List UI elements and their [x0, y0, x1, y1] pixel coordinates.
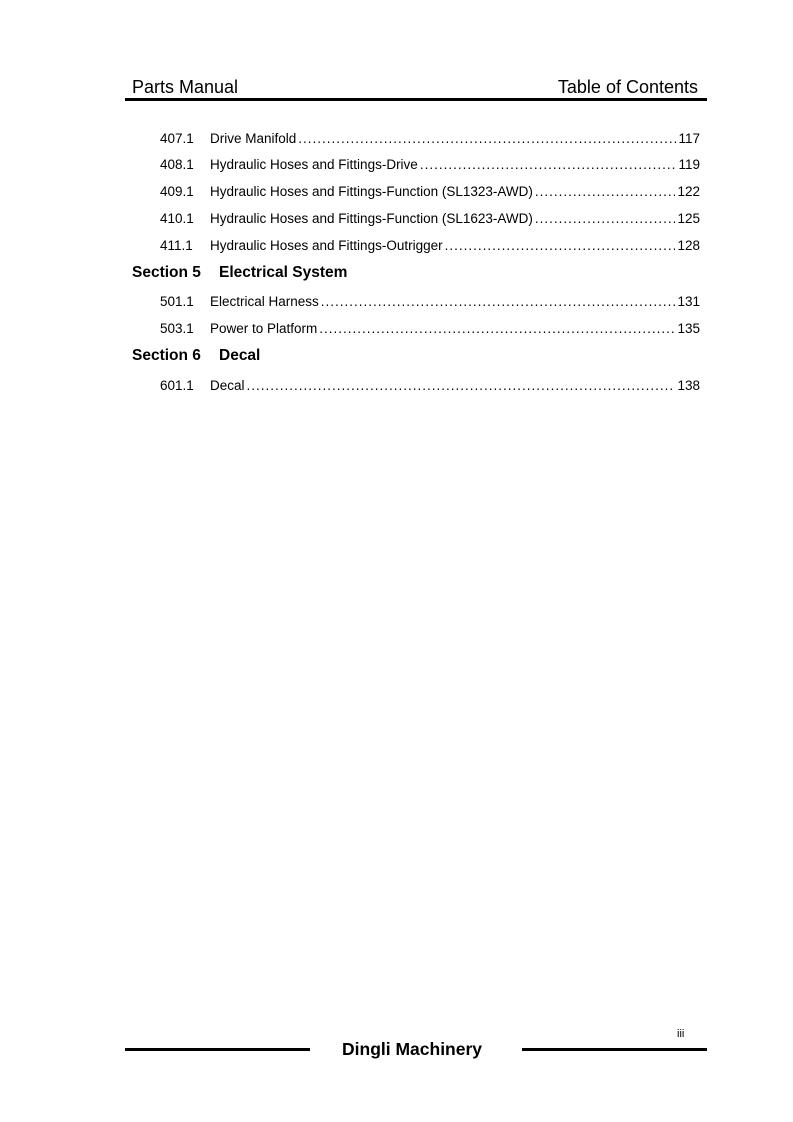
toc-entry-number: 409.1: [160, 184, 194, 199]
toc-entry-number: 411.1: [160, 238, 193, 253]
toc-entry-number: 407.1: [160, 131, 194, 146]
toc-entry-page: 125: [677, 211, 700, 226]
toc-entry[interactable]: [160, 131, 700, 149]
toc-leader-dots: [420, 157, 677, 172]
toc-entry-title: Drive Manifold: [210, 131, 297, 146]
toc-entry-number: 408.1: [160, 157, 194, 172]
toc-entry-page: 128: [677, 238, 700, 253]
toc-entry-page: 131: [677, 294, 700, 309]
toc-entry-number: 501.1: [160, 294, 194, 309]
toc-entry[interactable]: [160, 238, 700, 256]
toc-entry-page: 138: [677, 378, 700, 393]
toc-entry-page: 119: [678, 157, 700, 172]
section-title: Electrical System: [219, 264, 348, 281]
toc-entry-page: 122: [677, 184, 700, 199]
toc-entry[interactable]: [160, 211, 700, 229]
header-rule: [125, 98, 707, 101]
toc-entry-number: 601.1: [160, 378, 194, 393]
footer-rule-right: [522, 1048, 707, 1051]
toc-entry-title: Hydraulic Hoses and Fittings-Drive: [210, 157, 418, 172]
toc-leader-dots: [247, 378, 676, 393]
toc-leader-dots: [298, 131, 676, 146]
section-number: Section 6: [132, 347, 201, 364]
toc-entry-number: 410.1: [160, 211, 194, 226]
toc-entry[interactable]: [160, 184, 700, 202]
toc-leader-dots: [445, 238, 676, 253]
toc-entry[interactable]: [160, 157, 700, 175]
toc-entry-title: Hydraulic Hoses and Fittings-Function (SL1323-AWD): [210, 184, 533, 199]
toc-leader-dots: [535, 184, 676, 199]
header-section-title: Table of Contents: [557, 77, 698, 97]
toc-entry-title: Hydraulic Hoses and Fittings-Outrigger: [210, 238, 443, 253]
footer-rule-left: [125, 1048, 310, 1051]
page-number: iii: [677, 1028, 685, 1040]
toc-entry-number: 503.1: [160, 321, 194, 336]
header-manual-title: Parts Manual: [132, 77, 239, 97]
toc-entry-title: Power to Platform: [210, 321, 318, 336]
section-heading[interactable]: [132, 347, 260, 365]
toc-entry-title: Decal: [210, 378, 245, 393]
section-number: Section 5: [132, 264, 201, 281]
section-title: Decal: [219, 347, 261, 364]
toc-leader-dots: [321, 294, 676, 309]
toc-entry[interactable]: [160, 294, 700, 312]
toc-leader-dots: [319, 321, 675, 336]
section-heading[interactable]: [132, 264, 347, 282]
toc-leader-dots: [535, 211, 676, 226]
footer-company-name: Dingli Machinery: [342, 1039, 483, 1059]
toc-entry-page: 117: [678, 131, 700, 146]
toc-entry-title: Hydraulic Hoses and Fittings-Function (SL1623-AWD): [210, 211, 533, 226]
toc-entry-page: 135: [677, 321, 700, 336]
toc-entry[interactable]: [160, 378, 700, 396]
toc-entry-title: Electrical Harness: [210, 294, 319, 309]
toc-entry[interactable]: [160, 321, 700, 339]
